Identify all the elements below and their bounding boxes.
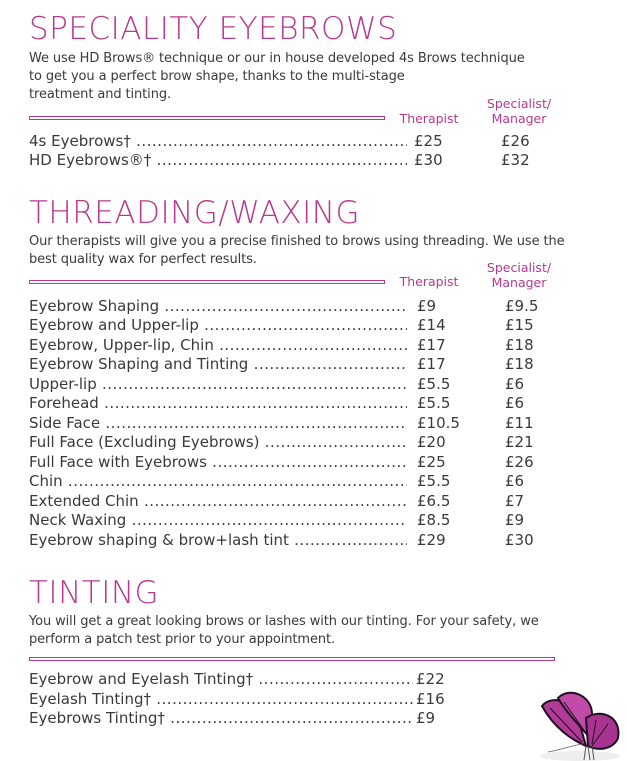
service-name: Eyebrow and Eyelash Tinting† ..... <box>29 670 413 689</box>
service-name: 4s Eyebrows† ..... <box>29 132 407 151</box>
price-row <box>29 394 549 413</box>
specialist-price: £11 <box>505 414 534 432</box>
specialist-price: £6 <box>505 394 525 412</box>
specialist-price: £9 <box>505 511 525 529</box>
service-name: Full Face (Excluding Eyebrows) ..... <box>29 433 407 452</box>
therapist-price: £9 <box>417 297 437 315</box>
intro-line: to get you a perfect brow shape, thanks to the multi-stage <box>29 69 405 84</box>
service-name: Eyebrows Tinting† ..... <box>29 709 413 728</box>
therapist-price: £10.5 <box>417 414 460 432</box>
intro-line: Our therapists will give you a precise finished to brows using threading. We use the <box>29 234 565 249</box>
column-header-therapist: Therapist <box>399 274 459 289</box>
therapist-price: £25 <box>417 453 446 471</box>
price-row <box>29 511 549 530</box>
price-row <box>29 709 489 728</box>
butterfly-icon <box>530 688 627 761</box>
section-title-threading: THREADING/WAXING <box>29 195 361 231</box>
specialist-price: £18 <box>505 355 534 373</box>
column-header-specialist <box>482 260 556 290</box>
price-row <box>29 433 549 452</box>
intro-line: treatment and tinting. <box>29 87 172 102</box>
therapist-price: £5.5 <box>417 375 451 393</box>
therapist-price: £29 <box>417 531 446 549</box>
intro-line: We use HD Brows® technique or our in house developed 4s Brows technique <box>29 51 525 66</box>
section-title-speciality: SPECIALITY EYEBROWS <box>29 11 398 47</box>
service-name: Side Face ..... <box>29 414 407 433</box>
price-row <box>29 453 549 472</box>
intro-line: best quality wax for perfect results. <box>29 252 257 267</box>
price-row <box>29 414 549 433</box>
price-row <box>29 531 549 550</box>
specialist-price: £6 <box>505 375 525 393</box>
price-row <box>29 472 549 491</box>
section-divider <box>29 116 385 120</box>
therapist-price: £14 <box>417 316 446 334</box>
service-name: Neck Waxing ..... <box>29 511 407 530</box>
price-row <box>29 670 489 689</box>
section-divider <box>29 657 555 661</box>
column-header-line: Specialist/ <box>486 260 552 275</box>
speciality-intro <box>29 50 525 104</box>
price-row <box>29 492 549 511</box>
therapist-price: £20 <box>417 433 446 451</box>
intro-line: perform a patch test prior to your appointment. <box>29 632 336 647</box>
section-divider <box>29 280 385 284</box>
service-name: Chin ..... <box>29 472 407 491</box>
price-row <box>29 132 549 151</box>
price-row <box>29 297 549 316</box>
therapist-price: £25 <box>414 132 443 150</box>
column-header-line: Manager <box>491 275 547 290</box>
price-row <box>29 690 489 709</box>
tinting-intro <box>29 613 539 649</box>
service-name: Upper-lip ..... <box>29 375 407 394</box>
therapist-price: £30 <box>414 151 443 169</box>
service-name: Forehead ..... <box>29 394 407 413</box>
price-row <box>29 375 549 394</box>
service-name: Eyebrow and Upper-lip ..... <box>29 316 407 335</box>
service-name: HD Eyebrows®† ..... <box>29 151 407 170</box>
specialist-price: £15 <box>505 316 534 334</box>
service-name: Eyelash Tinting† ..... <box>29 690 413 709</box>
price-row <box>29 355 549 374</box>
column-header-line: Manager <box>491 111 547 126</box>
price: £16 <box>416 690 445 708</box>
specialist-price: £30 <box>505 531 534 549</box>
therapist-price: £8.5 <box>417 511 451 529</box>
specialist-price: £6 <box>505 472 525 490</box>
price: £9 <box>416 709 436 727</box>
price-row <box>29 151 549 170</box>
specialist-price: £32 <box>501 151 530 169</box>
specialist-price: £9.5 <box>505 297 539 315</box>
section-title-tinting: TINTING <box>29 575 160 611</box>
therapist-price: £5.5 <box>417 394 451 412</box>
service-name: Extended Chin ..... <box>29 492 407 511</box>
therapist-price: £17 <box>417 336 446 354</box>
service-name: Eyebrow Shaping and Tinting ..... <box>29 355 407 374</box>
service-name: Eyebrow, Upper-lip, Chin ..... <box>29 336 407 355</box>
service-name: Full Face with Eyebrows ..... <box>29 453 407 472</box>
therapist-price: £6.5 <box>417 492 451 510</box>
specialist-price: £18 <box>505 336 534 354</box>
specialist-price: £7 <box>505 492 525 510</box>
specialist-price: £21 <box>505 433 534 451</box>
specialist-price: £26 <box>505 453 534 471</box>
service-name: Eyebrow Shaping ..... <box>29 297 407 316</box>
intro-line: You will get a great looking brows or lashes with our tinting. For your safety, we <box>29 614 539 629</box>
specialist-price: £26 <box>501 132 530 150</box>
price-row <box>29 336 549 355</box>
column-header-line: Specialist/ <box>486 96 552 111</box>
price: £22 <box>416 670 445 688</box>
price-row <box>29 316 549 335</box>
column-header-specialist <box>482 96 556 126</box>
therapist-price: £17 <box>417 355 446 373</box>
service-name: Eyebrow shaping & brow+lash tint ..... <box>29 531 407 550</box>
therapist-price: £5.5 <box>417 472 451 490</box>
column-header-therapist: Therapist <box>399 111 459 126</box>
